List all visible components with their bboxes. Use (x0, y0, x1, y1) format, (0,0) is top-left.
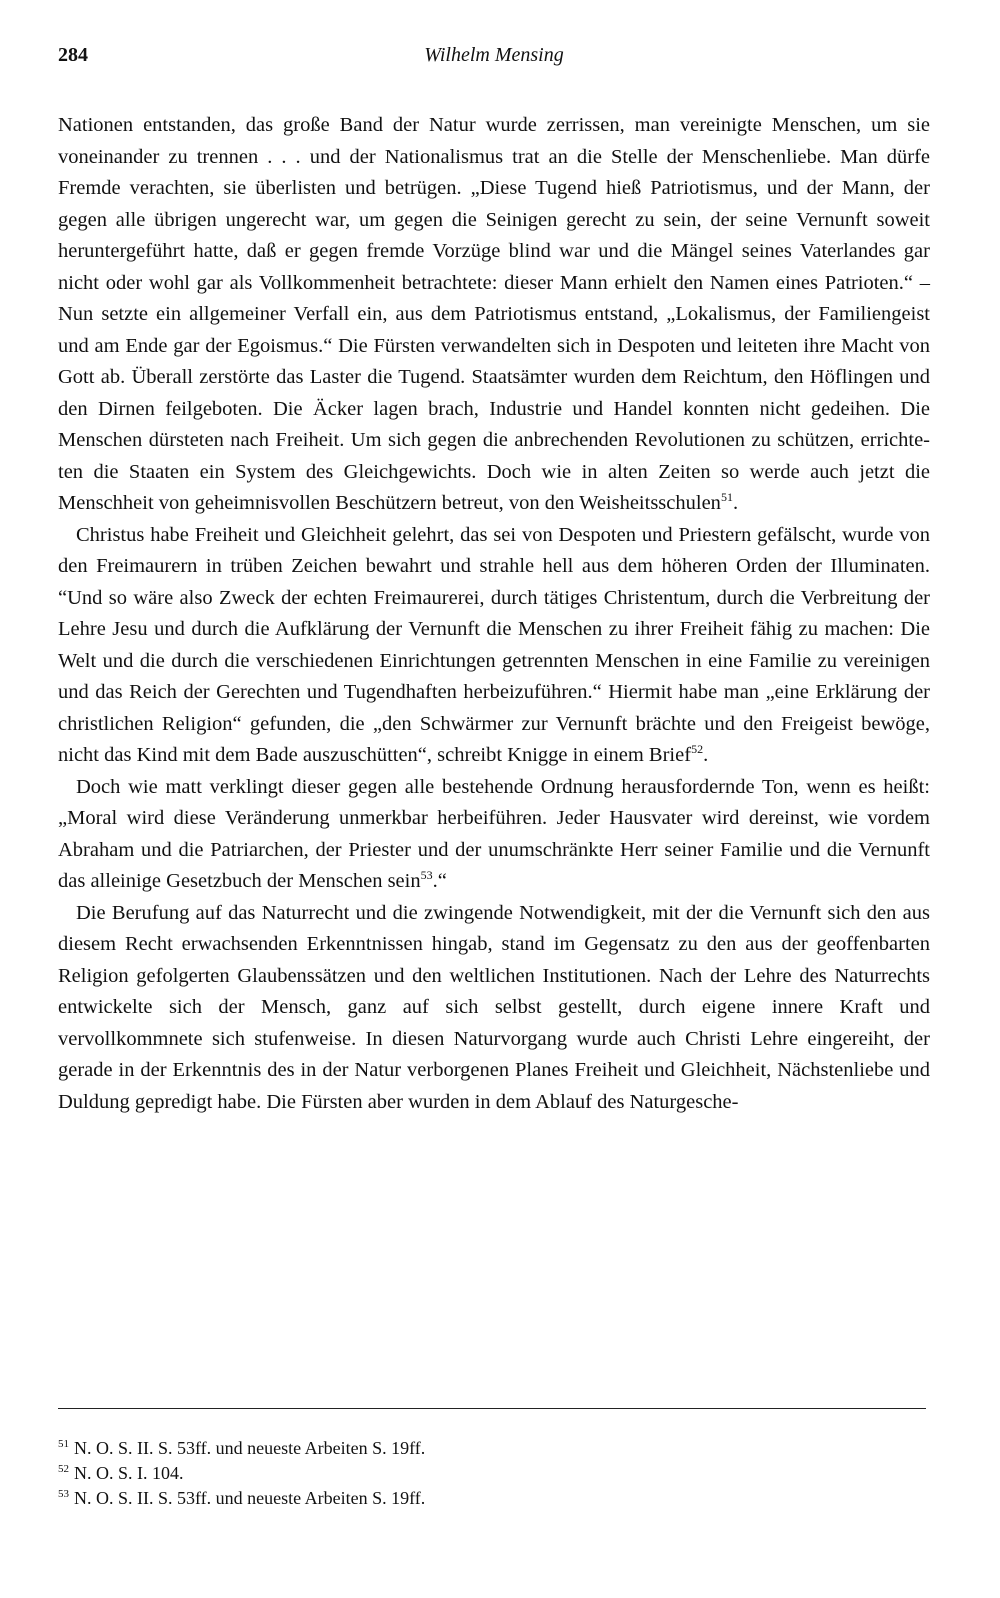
footnote-text: N. O. S. II. S. 53ff. und neueste Arbeiten S. 19ff. (74, 1438, 426, 1458)
body-text (58, 110, 930, 1118)
paragraph (58, 110, 930, 520)
page-header (58, 44, 930, 76)
paragraph-text: Christus habe Freiheit und Gleichheit gelehrt, das sei von Despoten und Priestern gefälscht, wurde von den Freimaurern in trüben Zeichen bewahrt und strahle hell aus dem höheren Orden der Illuminaten. “Und so wäre also Zweck der echten Freimaurerei, durch tätiges Christentum, durch die Verbreitung der Lehre Jesu und durch die Aufklärung der Vernunft die Menschen zu ihrer Freiheit fähig zu machen: Die Welt und die durch die verschiedenen Einrichtungen getrennten Menschen in eine Familie zu vereinigen und das Reich der Gerechten und Tugendhaften herbeizuführen.“ Hiermit habe man „eine Erklärung der christlichen Religion“ gefunden, die „den Schwärmer zur Vernunft brächte und den Freigeist bewöge, nicht das Kind mit dem Bade auszuschütten“, schreibt Knigge in einem Brief (58, 523, 930, 766)
paragraph-text: Die Berufung auf das Naturrecht und die zwingende Notwendigkeit, mit der die Vernunft sich den aus diesem Recht erwachsenden Erkenntnissen hingab, stand im Gegensatz zu den aus der geoffenbarten Religion gefolgerten Glaubenssätzen und den weltlichen Institutionen. Nach der Lehre des Naturrechts entwickelte sich der Mensch, ganz auf sich selbst gestellt, durch eigene innere Kraft und vervollkommnete sich stufenweise. In diesen Naturvorgang wurde auch Christi Lehre eingereiht, der gerade in der Erkenntnis des in der Natur verborgenen Planes Freiheit und Gleichheit, Nächstenliebe und Duldung gepredigt habe. Die Fürsten aber wurden in dem Ablauf des Naturgesche- (58, 901, 930, 1113)
footnote: 53 N. O. S. II. S. 53ff. und neueste Arbeiten S. 19ff. (58, 1488, 426, 1508)
paragraph-text: Doch wie matt verklingt dieser gegen alle bestehende Ordnung herausfordernde Ton, wenn es heißt: „Moral wird diese Veränderung unmerkbar herbeiführen. Jeder Hausvater wird dereinst, wie vordem Abraham und die Patriarchen, der Priester und der unumschränkte Herr seiner Familie und die Vernunft das alleinige Gesetzbuch der Menschen sein (58, 775, 930, 892)
paragraph (58, 772, 930, 898)
paragraph-text: Nationen entstanden, das große Band der Natur wurde zerrissen, man vereinigte Menschen, um sie voneinander zu trennen . . . und der Nationalismus trat an die Stelle der Menschenliebe. Man dürfe Fremde verachten, sie überlisten und betrügen. „Diese Tugend hieß Patriotismus, und der Mann, der gegen alle übrigen ungerecht war, um gegen die Seinigen gerecht zu sein, der seine Vernunft soweit heruntergeführt hatte, daß er gegen fremde Vorzüge blind war und die Mängel seines Vaterlandes gar nicht oder wohl gar als Vollkommenheit betrachtete: dieser Mann erhielt den Namen eines Patrioten.“ – Nun setzte ein allgemeiner Verfall ein, aus dem Patriotismus entstand, „Lokalismus, der Familiengeist und am Ende gar der Egoismus.“ Die Fürsten verwandelten sich in Despoten und leiteten ihre Macht von Gott ab. Überall zerstörte das Laster die Tugend. Staatsämter wurden dem Reichtum, den Höflingen und den Dirnen feilgeboten. Die Äcker lagen brach, Industrie und Handel konnten nicht gedeihen. Die Menschen dürsteten nach Freiheit. Um sich gegen die anbrechenden Revolutionen zu schützen, errichteten die Staaten ein System des Gleichgewichts. Doch wie in alten Zeiten so werde auch jetzt die Menschheit von geheimnisvollen Beschützern betreut, von den Weisheitsschulen (58, 114, 930, 514)
paragraph-tail: . (703, 744, 709, 766)
paragraph-tail: .“ (432, 870, 447, 892)
paragraph (58, 898, 930, 1119)
paragraph (58, 520, 930, 772)
footnote-divider (58, 1408, 926, 1409)
footnote: 51 N. O. S. II. S. 53ff. und neueste Arbeiten S. 19ff. (58, 1438, 426, 1458)
page-number: 284 (58, 44, 88, 66)
running-head: Wilhelm Mensing (424, 44, 564, 66)
paragraph-tail: . (732, 492, 739, 514)
footnotes (58, 1436, 930, 1511)
footnote-text: N. O. S. II. S. 53ff. und neueste Arbeiten S. 19ff. (74, 1488, 426, 1508)
footnote: 52 N. O. S. I. 104. (58, 1463, 184, 1483)
footnote-reference: 52 (691, 742, 704, 757)
footnote-reference: 51 (720, 490, 733, 505)
footnote-text: N. O. S. I. 104. (74, 1463, 184, 1483)
footnote-reference: 53 (420, 868, 433, 883)
